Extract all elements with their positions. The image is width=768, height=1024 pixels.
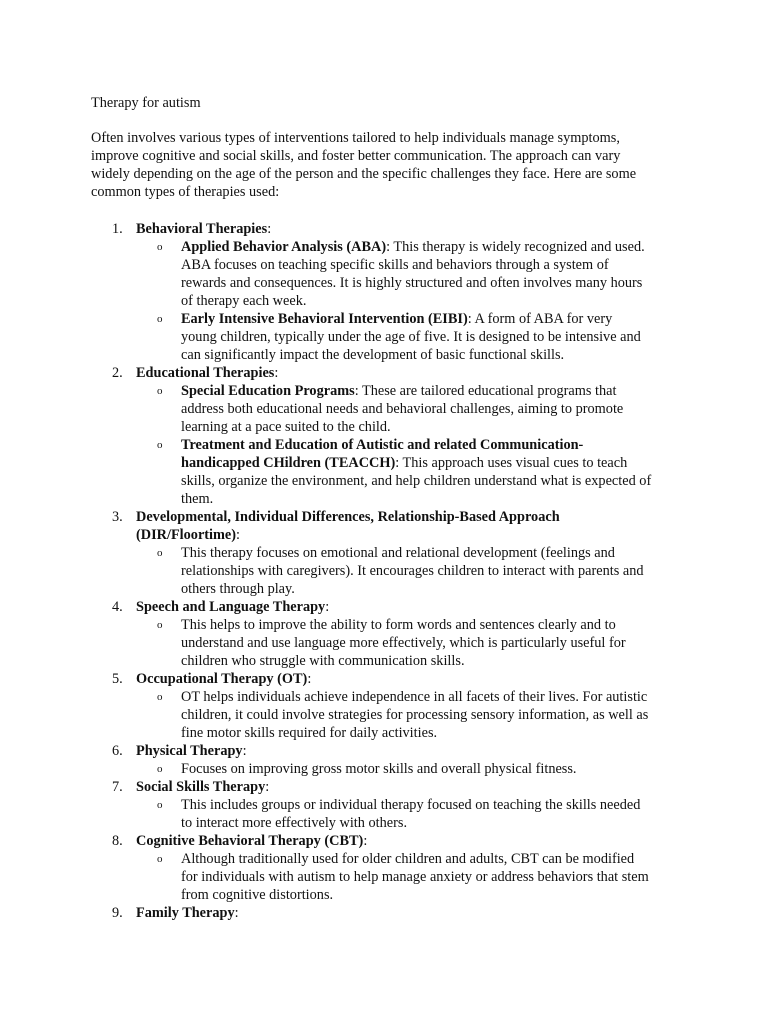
therapy-heading-bold: Physical Therapy [136,743,243,759]
sub-item-text [181,436,691,508]
list-item [0,832,768,904]
therapy-heading [136,904,768,922]
therapy-heading-colon: : [274,365,279,381]
sub-list-item [0,310,768,364]
sub-item-body: : This therapy is widely recognized and used. ABA focuses on teaching specific skills and behaviors through a system of rewards and consequences. It is highly structured and often involves many hours of therapy each week. [181,239,645,309]
sub-item-body: : This approach uses visual cues to teach skills, organize the environment, and help children understand what is expected of them. [181,455,652,507]
therapy-heading-bold: Developmental, Individual Differences, Relationship-Based Approach (DIR/Floortime) [136,509,560,543]
sub-item-text [181,544,691,598]
sub-list-item [0,436,768,508]
sub-list [0,544,768,598]
list-item [0,508,768,598]
list-number: 5. [112,671,123,687]
sub-list-item [0,688,768,742]
sub-list [0,616,768,670]
list-item [0,742,768,778]
bullet-icon: o [157,763,163,775]
sub-item-body: This includes groups or individual therapy focused on teaching the skills needed to interact more effectively with others. [181,797,641,831]
intro-paragraph: Often involves various types of interventions tailored to help individuals manage symptoms, improve cognitive and social skills, and foster better communication. The approach can vary widely depending on the age of the person and the specific challenges they face. Here are some common types of therapies used: [91,130,637,200]
therapy-heading-colon: : [236,527,241,543]
sub-item-bold: Treatment and Education of Autistic and related Communication- handicapped CHildren (TEACCH) [181,437,584,471]
bullet-icon: o [157,241,163,253]
sub-list [0,760,768,778]
list-number: 1. [112,221,123,237]
sub-list-item [0,238,768,310]
list-item [0,778,768,832]
bullet-icon: o [157,385,163,397]
therapy-heading-bold: Social Skills Therapy [136,779,266,795]
bullet-icon: o [157,799,163,811]
therapy-heading-bold: Family Therapy [136,905,235,921]
sub-item-text [181,796,691,832]
sub-list-item [0,544,768,598]
list-number: 7. [112,779,123,795]
sub-item-text [181,238,691,310]
list-item [0,220,768,364]
therapy-heading-colon: : [265,779,270,795]
bullet-icon: o [157,313,163,325]
sub-list-item [0,616,768,670]
therapy-heading-colon: : [234,905,239,921]
sub-list [0,850,768,904]
sub-list-item [0,760,768,778]
list-number: 9. [112,905,123,921]
sub-item-bold: Special Education Programs [181,383,355,399]
document-title: Therapy for autism [91,95,201,111]
therapy-heading [136,742,768,760]
sub-list-item [0,850,768,904]
therapy-heading-bold: Speech and Language Therapy [136,599,326,615]
sub-list [0,238,768,364]
therapy-heading-bold: Occupational Therapy (OT) [136,671,308,687]
list-number: 4. [112,599,123,615]
sub-item-bold: Applied Behavior Analysis (ABA) [181,239,387,255]
bullet-icon: o [157,691,163,703]
list-number: 3. [112,509,123,525]
therapy-list [0,220,768,922]
list-item [0,364,768,508]
therapy-heading-colon: : [267,221,272,237]
therapy-heading-colon: : [363,833,368,849]
list-item [0,670,768,742]
therapy-heading-colon: : [325,599,330,615]
sub-list-item [0,796,768,832]
bullet-icon: o [157,619,163,631]
sub-item-text [181,616,691,670]
therapy-heading-bold: Educational Therapies [136,365,275,381]
therapy-heading [136,508,768,544]
therapy-heading-bold: Behavioral Therapies [136,221,268,237]
list-number: 6. [112,743,123,759]
therapy-heading [136,220,768,238]
sub-list-item [0,382,768,436]
therapy-heading-colon: : [307,671,312,687]
list-number: 8. [112,833,123,849]
sub-item-body: Focuses on improving gross motor skills and overall physical fitness. [181,761,577,777]
sub-item-text [181,310,691,364]
list-item [0,598,768,670]
sub-item-bold: Early Intensive Behavioral Intervention (EIBI) [181,311,468,327]
list-item [0,904,768,922]
sub-list [0,382,768,508]
bullet-icon: o [157,547,163,559]
therapy-heading [136,364,768,382]
bullet-icon: o [157,439,163,451]
sub-item-text [181,688,691,742]
sub-item-text [181,382,691,436]
therapy-heading-bold: Cognitive Behavioral Therapy (CBT) [136,833,364,849]
sub-list [0,796,768,832]
therapy-heading [136,670,768,688]
therapy-heading [136,778,768,796]
therapy-heading [136,598,768,616]
sub-item-body: This helps to improve the ability to form words and sentences clearly and to understand and use language more effectively, which is particularly useful for children who struggle with communication skills. [181,617,626,669]
sub-item-text [181,760,691,778]
sub-item-body: Although traditionally used for older children and adults, CBT can be modified for individuals with autism to help manage anxiety or address behaviors that stem from cognitive distortions. [181,851,649,903]
sub-item-body: This therapy focuses on emotional and relational development (feelings and relationships with caregivers). It encourages children to interact with parents and others through play. [181,545,644,597]
sub-item-body: : These are tailored educational programs that address both educational needs and behavioral challenges, aiming to promote learning at a pace suited to the child. [181,383,624,435]
list-number: 2. [112,365,123,381]
sub-list [0,688,768,742]
therapy-heading [136,832,768,850]
therapy-heading-colon: : [242,743,247,759]
sub-item-body: : A form of ABA for very young children, typically under the age of five. It is designed to be intensive and can significantly impact the development of basic functional skills. [181,311,641,363]
sub-item-text [181,850,691,904]
sub-item-body: OT helps individuals achieve independence in all facets of their lives. For autistic children, it could involve strategies for processing sensory information, as well as fine motor skills required for daily activities. [181,689,649,741]
bullet-icon: o [157,853,163,865]
